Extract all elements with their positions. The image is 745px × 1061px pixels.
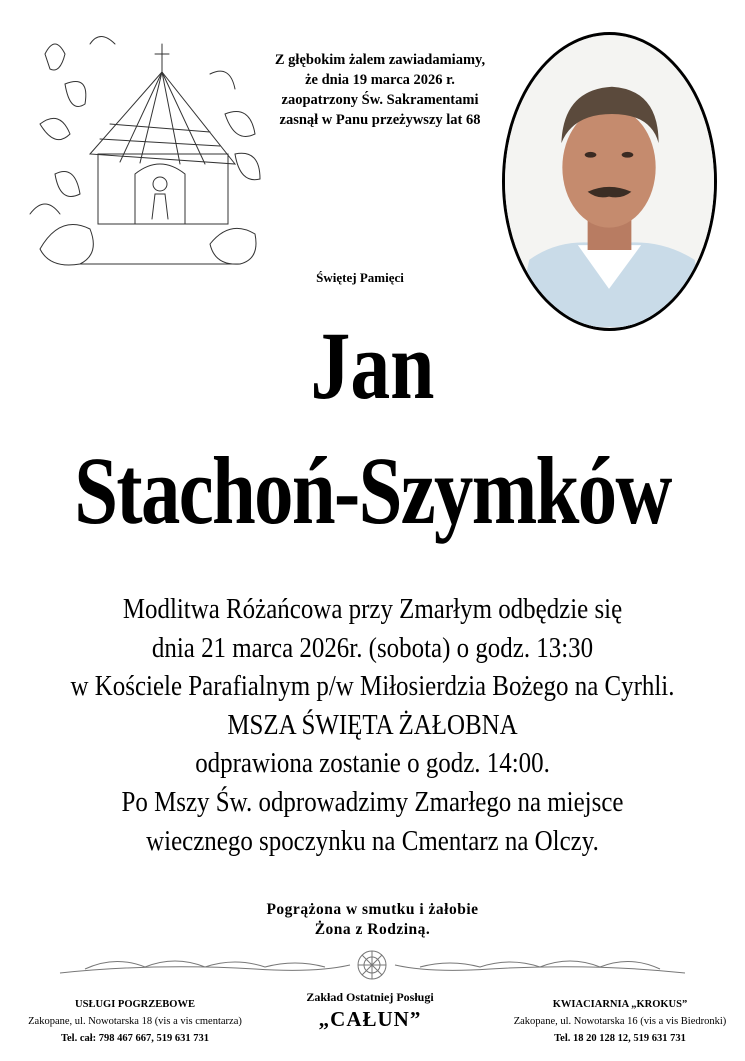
deceased-surname: Stachoń-Szymków [74, 437, 671, 544]
funeral-services-address: Zakopane, ul. Nowotarska 18 (vis a vis cmentarza) [28, 1016, 242, 1027]
funeral-home-title: Zakład Ostatniej Posługi [306, 990, 434, 1004]
intro-line: że dnia 19 marca 2026 r. [305, 72, 455, 88]
announcement-line: Modlitwa Różańcowa przy Zmarłym odbędzie się [122, 593, 623, 625]
florist-title: KWIACIARNIA „KROKUS” [552, 999, 688, 1010]
funeral-services-info [15, 996, 255, 1047]
ornamental-divider [55, 945, 690, 985]
funeral-announcement [0, 590, 745, 860]
portrait-photo [502, 32, 717, 331]
funeral-home-info [270, 989, 470, 1032]
announcement-line: odprawiona zostanie o godz. 14:00. [195, 747, 550, 780]
mourners-line: Żona z Rodziną. [314, 921, 431, 938]
florist-address: Zakopane, ul. Nowotarska 16 (vis a vis Biedronki) [513, 1016, 727, 1027]
announcement-line: Po Mszy Św. odprowadzimy Zmarłego na miejsce [121, 785, 624, 818]
intro-line: Z głębokim żalem zawiadamiamy, [274, 52, 486, 68]
announcement-line: MSZA ŚWIĘTA ŻAŁOBNA [227, 708, 518, 741]
mourners-line: Pogrążona w smutku i żałobie [266, 901, 479, 918]
portrait-image [505, 35, 714, 328]
funeral-home-brand: „CAŁUN” [318, 1007, 422, 1031]
announcement-line: wiecznego spoczynku na Cmentarz na Olczy. [146, 824, 599, 857]
intro-line: zasnął w Panu przeżywszy lat 68 [279, 112, 481, 128]
funeral-services-title: USŁUGI POGRZEBOWE [75, 999, 195, 1010]
deceased-first-name: Jan [310, 312, 435, 419]
announcement-line: dnia 21 marca 2026r. (sobota) o godz. 13:30 [151, 631, 594, 664]
intro-line: zaopatrzony Św. Sakramentami [281, 92, 479, 108]
chapel-sketch-illustration [20, 14, 270, 279]
florist-info [500, 996, 740, 1047]
intro-text [255, 50, 505, 130]
memory-label: Świętej Pamięci [316, 270, 404, 285]
florist-phone: Tel. 18 20 128 12, 519 631 731 [554, 1033, 686, 1044]
funeral-services-phone: Tel. cał: 798 467 667, 519 631 731 [60, 1033, 210, 1044]
announcement-line: w Kościele Parafialnym p/w Miłosierdzia Bożego na Cyrhli. [70, 670, 675, 703]
mourners-text [0, 900, 745, 940]
